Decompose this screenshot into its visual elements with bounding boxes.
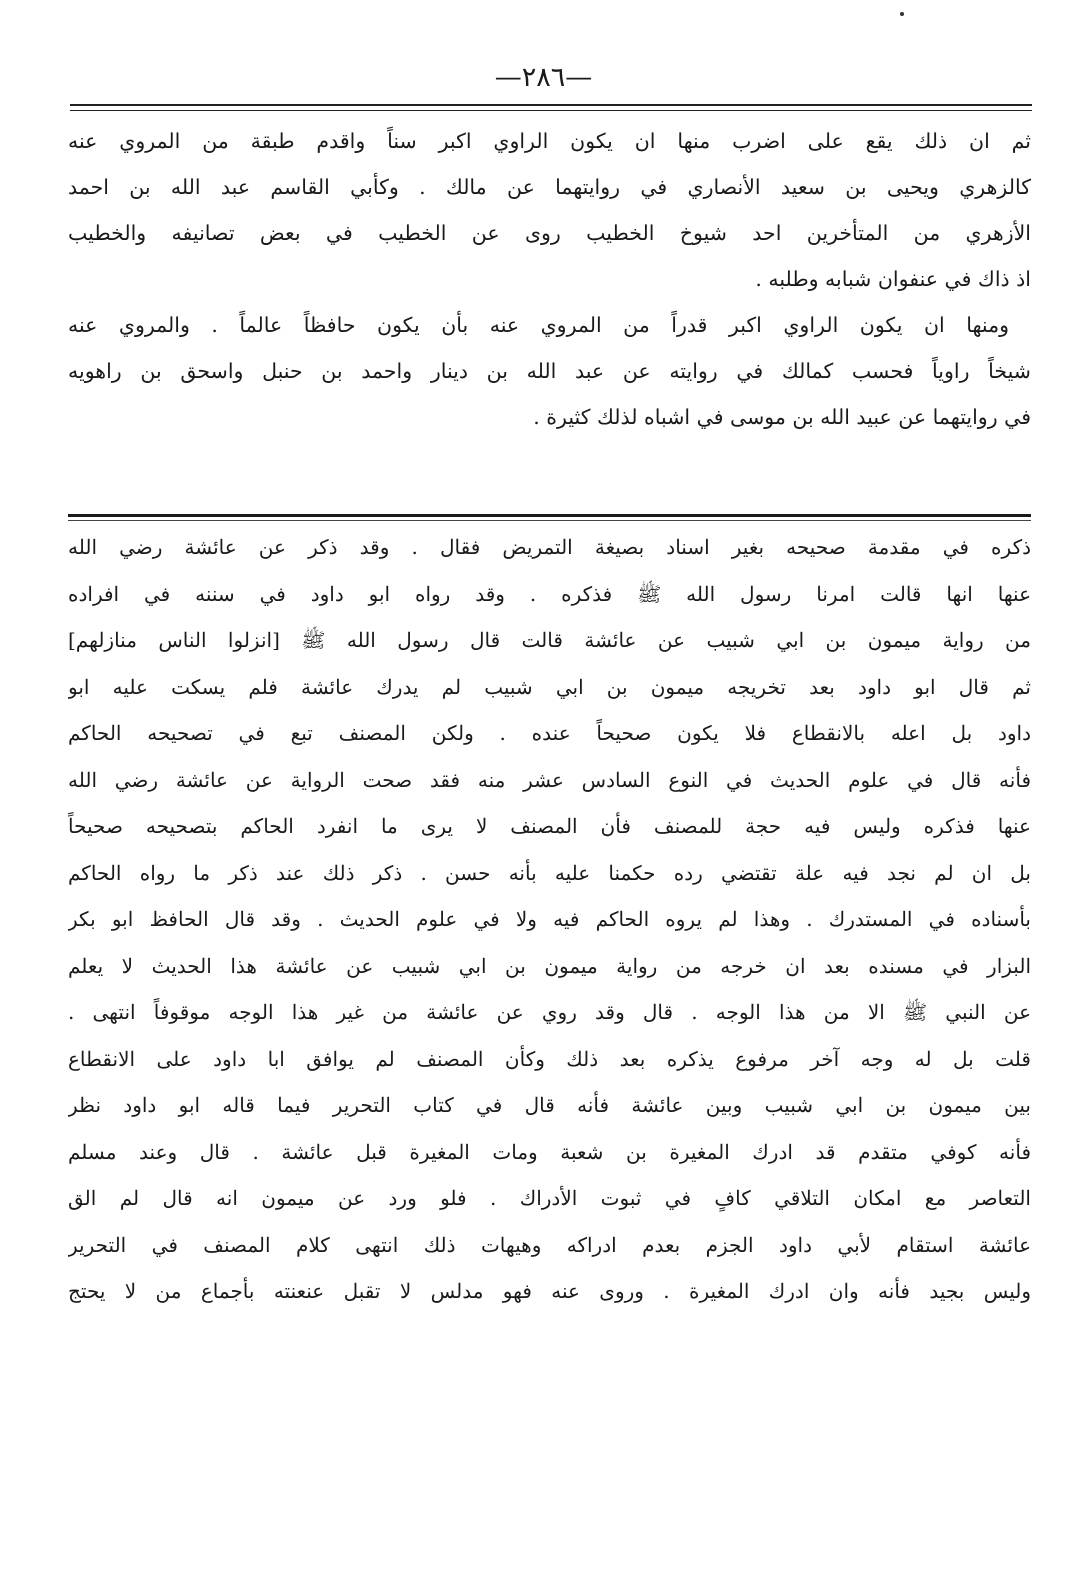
header-rule [70,104,1032,111]
note-line: بل ان لم نجد فيه علة تقتضي رده حكمنا عليه بأنه حسن . ذكر ذلك عند ذكر ما رواه الحاكم [68,860,1031,885]
note-line: بين ميمون بن ابي شبيب وبين عائشة فأنه قال في كتاب التحرير فيما قاله ابو داود نظر [68,1093,1031,1117]
main-line: في روايتهما عن عبيد الله بن موسى في اشباه لذلك كثيرة . [533,405,1031,429]
main-line: ومنها ان يكون الراوي اكبر قدراً من المروي عنه بأن يكون حافظاً عالماً . والمروي عنه [68,313,1009,337]
main-line: كالزهري ويحيى بن سعيد الأنصاري في روايتهما عن مالك . وكأبي القاسم عبد الله بن احمد [68,175,1031,199]
note-line: عائشة استقام لأبي داود الجزم بعدم ادراكه وهيهات ذلك انتهى كلام المصنف في التحرير [68,1232,1031,1257]
note-line: من رواية ميمون بن ابي شبيب عن عائشة قالت قال رسول الله ﷺ [انزلوا الناس منازلهم] [68,628,1031,652]
page-number: —٢٨٦— [494,62,593,93]
note-line: البزار في مسنده بعد ان خرجه من رواية ميمون بن ابي شبيب عن عائشة هذا الحديث لا يعلم [68,953,1031,978]
note-line: فأنه كوفي متقدم قد ادرك المغيرة بن شعبة ومات المغيرة قبل عائشة . قال وعند مسلم [68,1139,1031,1164]
footnote-separator [68,514,1031,521]
note-line: وليس بجيد فأنه وان ادرك المغيرة . وروى عنه فهو مدلس لا تقبل عنعنته بأجماع من لا يحتج [68,1279,1031,1303]
note-line: التعاصر مع امكان التلاقي كافٍ في ثبوت الأدراك . فلو ورد عن ميمون انه قال لم الق [68,1186,1031,1210]
notes-text-block [68,524,1031,1315]
ink-speck [900,12,904,16]
main-line: شيخاً راوياً فحسب كمالك في روايته عن عبد الله بن دينار واحمد بن حنبل واسحق بن راهويه [68,359,1031,383]
main-line: اذ ذاك في عنفوان شبابه وطلبه . [755,267,1031,291]
note-line: قلت بل له وجه آخر مرفوع يذكره بعد ذلك وكأن المصنف لم يوافق ابا داود على الانقطاع [68,1046,1031,1071]
main-line: الأزهري من المتأخرين احد شيوخ الخطيب روى عن الخطيب في بعض تصانيفه والخطيب [68,221,1031,245]
note-line: ذكره في مقدمة صحيحه بغير اسناد بصيغة التمريض فقال . وقد ذكر عن عائشة رضي الله [68,535,1031,559]
note-line: فأنه قال في علوم الحديث في النوع السادس عشر منه فقد صحت الرواية عن عائشة رضي الله [68,767,1031,792]
note-line: عن النبي ﷺ الا من هذا الوجه . قال وقد روي عن عائشة من غير هذا الوجه موقوفاً انتهى . [68,1000,1031,1024]
note-line: عنها فذكره وليس فيه حجة للمصنف فأن المصنف لا يرى ما انفرد الحاكم بتصحيحه صحيحاً [68,814,1031,838]
note-line: ثم قال ابو داود بعد تخريجه ميمون بن ابي شبيب لم يدرك عائشة فلم يسكت عليه ابو [68,674,1031,699]
note-line: بأسناده في المستدرك . وهذا لم يروه الحاكم فيه ولا في علوم الحديث . وقد قال الحافظ ابو بكر [68,907,1031,931]
main-line: ثم ان ذلك يقع على اضرب منها ان يكون الراوي اكبر سناً واقدم طبقة من المروي عنه [68,129,1031,153]
note-line: داود بل اعله بالانقطاع فلا يكون صحيحاً عنده . ولكن المصنف تبع في تصحيحه الحاكم [68,721,1031,745]
note-line: عنها انها قالت امرنا رسول الله ﷺ فذكره . وقد رواه ابو داود في سننه في افراده [68,581,1031,606]
main-text-block [68,118,1031,440]
